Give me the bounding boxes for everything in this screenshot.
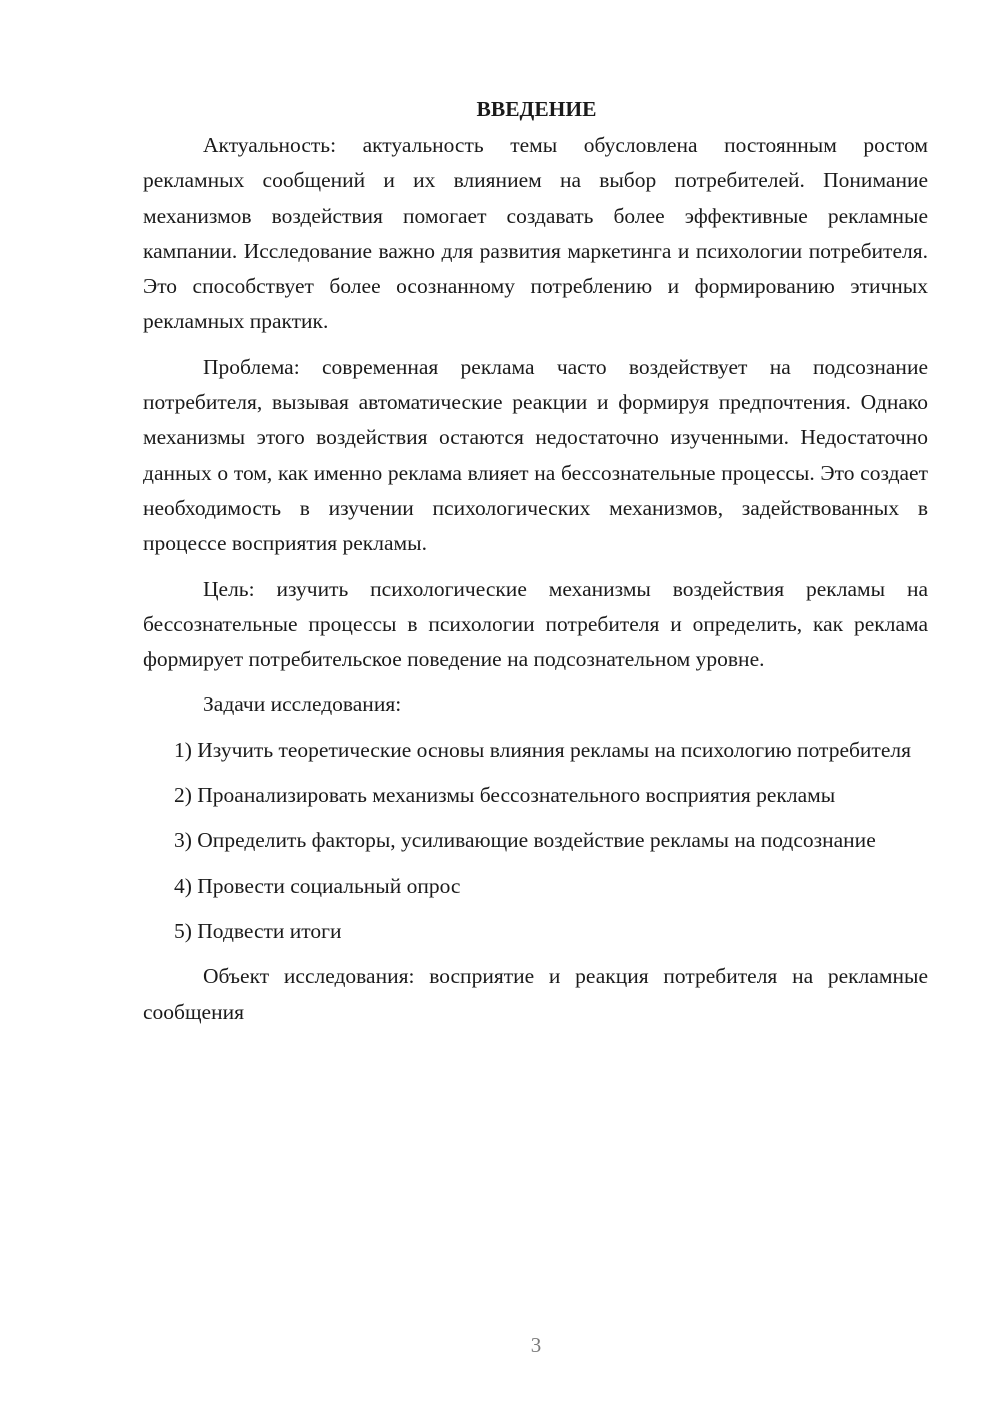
list-item: 5) Подвести итоги [174, 918, 342, 943]
problem-paragraph: Проблема: современная реклама часто воздействует на подсознание потребителя, вызывая автоматические реакции и формируя предпочтения. Однако механизмы этого воздействия остаются недостаточно изученными. Недостаточно данных о том, как именно реклама влияет на бессознательные процессы. Это создает необходимость в изучении психологических механизмов, задействованных в процессе восприятия рекламы. [143, 354, 928, 556]
page-number: 3 [530, 1333, 542, 1357]
list-item: 4) Провести социальный опрос [174, 873, 461, 898]
tasks-title: Задачи исследования: [203, 692, 402, 717]
list-item: 1) Изучить теоретические основы влияния рекламы на психологию потребителя [174, 737, 911, 762]
list-item: 2) Проанализировать механизмы бессознательного восприятия рекламы [174, 783, 836, 808]
list-item: 3) Определить факторы, усиливающие воздействие рекламы на подсознание [174, 828, 876, 853]
tasks-list [143, 733, 928, 949]
page-title: ВВЕДЕНИЕ [476, 97, 597, 121]
goal-paragraph: Цель: изучить психологические механизмы воздействия рекламы на бессознательные процессы в психологии потребителя и определить, как реклама формирует потребительское поведение на подсознательном уровне. [143, 576, 928, 672]
object-paragraph: Объект исследования: восприятие и реакция потребителя на рекламные сообщения [143, 964, 928, 1024]
document-page [143, 92, 928, 1030]
relevance-paragraph: Актуальность: актуальность темы обусловлена постоянным ростом рекламных сообщений и их влиянием на выбор потребителей. Понимание механизмов воздействия помогает создавать более эффективные рекламные кампании. Исследование важно для развития маркетинга и психологии потребителя. Это способствует более осознанному потреблению и формированию этичных рекламных практик. [143, 133, 928, 334]
